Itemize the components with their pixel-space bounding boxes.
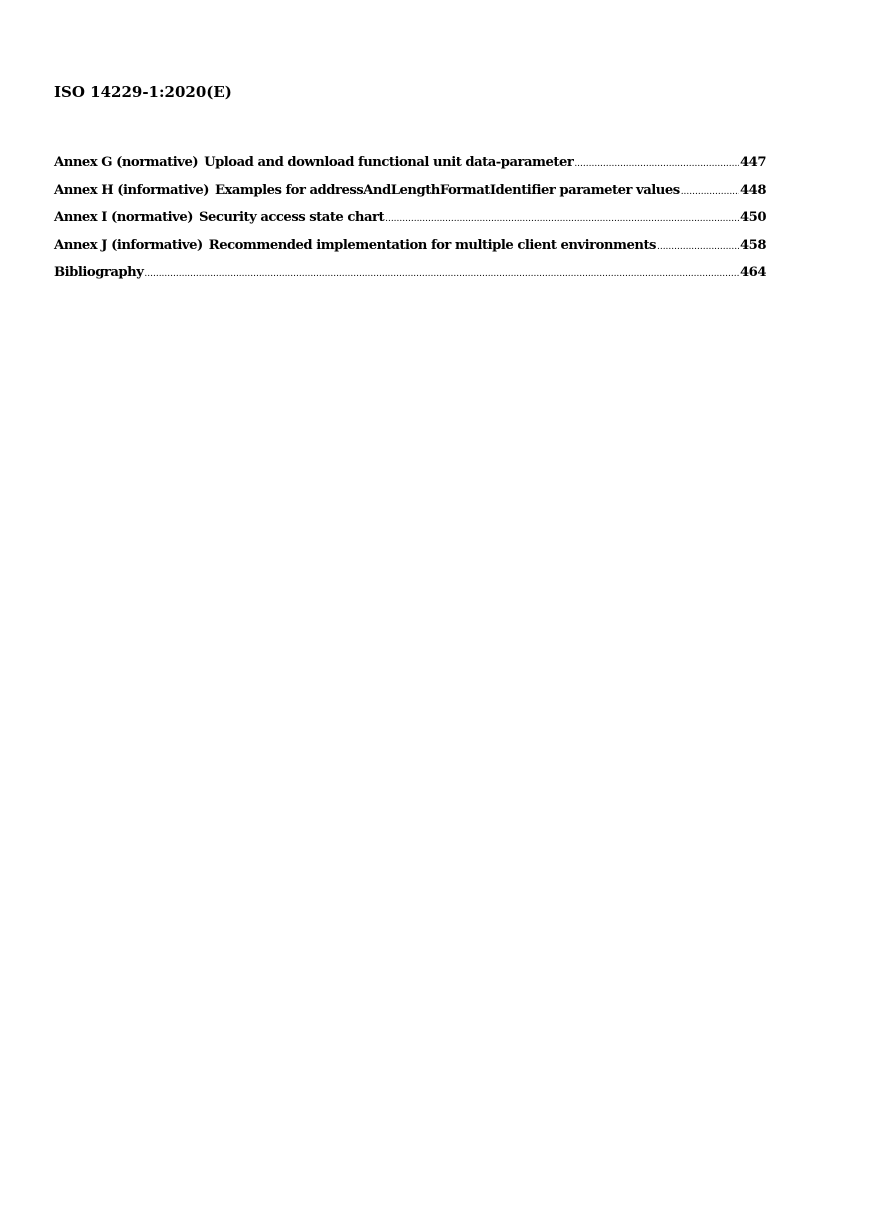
toc-entry-title: Upload and download functional unit data-parameter: [204, 155, 574, 170]
toc-entry-title: Bibliography: [54, 265, 144, 280]
toc-entry-designation: Annex I (normative): [54, 210, 193, 225]
toc-entry-page-number: 450: [739, 210, 766, 225]
document-identifier: ISO 14229-1:2020(E): [54, 83, 232, 101]
table-of-contents: [54, 153, 766, 291]
toc-entry-annex-g[interactable]: [54, 153, 766, 181]
toc-entry-designation: Annex J (informative): [54, 237, 203, 253]
toc-entry-annex-h[interactable]: [54, 181, 766, 209]
toc-entry-title: Recommended implementation for multiple client environments: [208, 237, 656, 253]
toc-entry-bibliography[interactable]: [54, 263, 766, 291]
toc-entry-designation: Annex G (normative): [54, 155, 199, 170]
toc-entry-title: Examples for addressAndLengthFormatIdentifier parameter values: [214, 182, 680, 198]
toc-entry-heading: [54, 208, 384, 227]
toc-entry-page-number: 458: [739, 237, 766, 253]
toc-entry-heading: [54, 181, 680, 200]
toc-entry-page-number: 448: [739, 182, 766, 198]
toc-entry-page-number: 464: [739, 265, 766, 280]
toc-entry-title: Security access state chart: [198, 210, 385, 225]
toc-dot-leader: [657, 238, 739, 257]
toc-dot-leader: [681, 183, 739, 202]
toc-entry-annex-i[interactable]: [54, 208, 766, 236]
toc-entry-annex-j[interactable]: [54, 236, 766, 264]
toc-entry-page-number: 447: [739, 155, 766, 170]
toc-entry-designation: Annex H (informative): [54, 182, 209, 198]
toc-dot-leader: [385, 210, 739, 229]
toc-dot-leader: [574, 155, 739, 174]
toc-entry-heading: [54, 153, 573, 172]
toc-entry-heading: [54, 236, 656, 255]
toc-dot-leader: [144, 265, 739, 284]
toc-entry-heading: [54, 263, 143, 282]
